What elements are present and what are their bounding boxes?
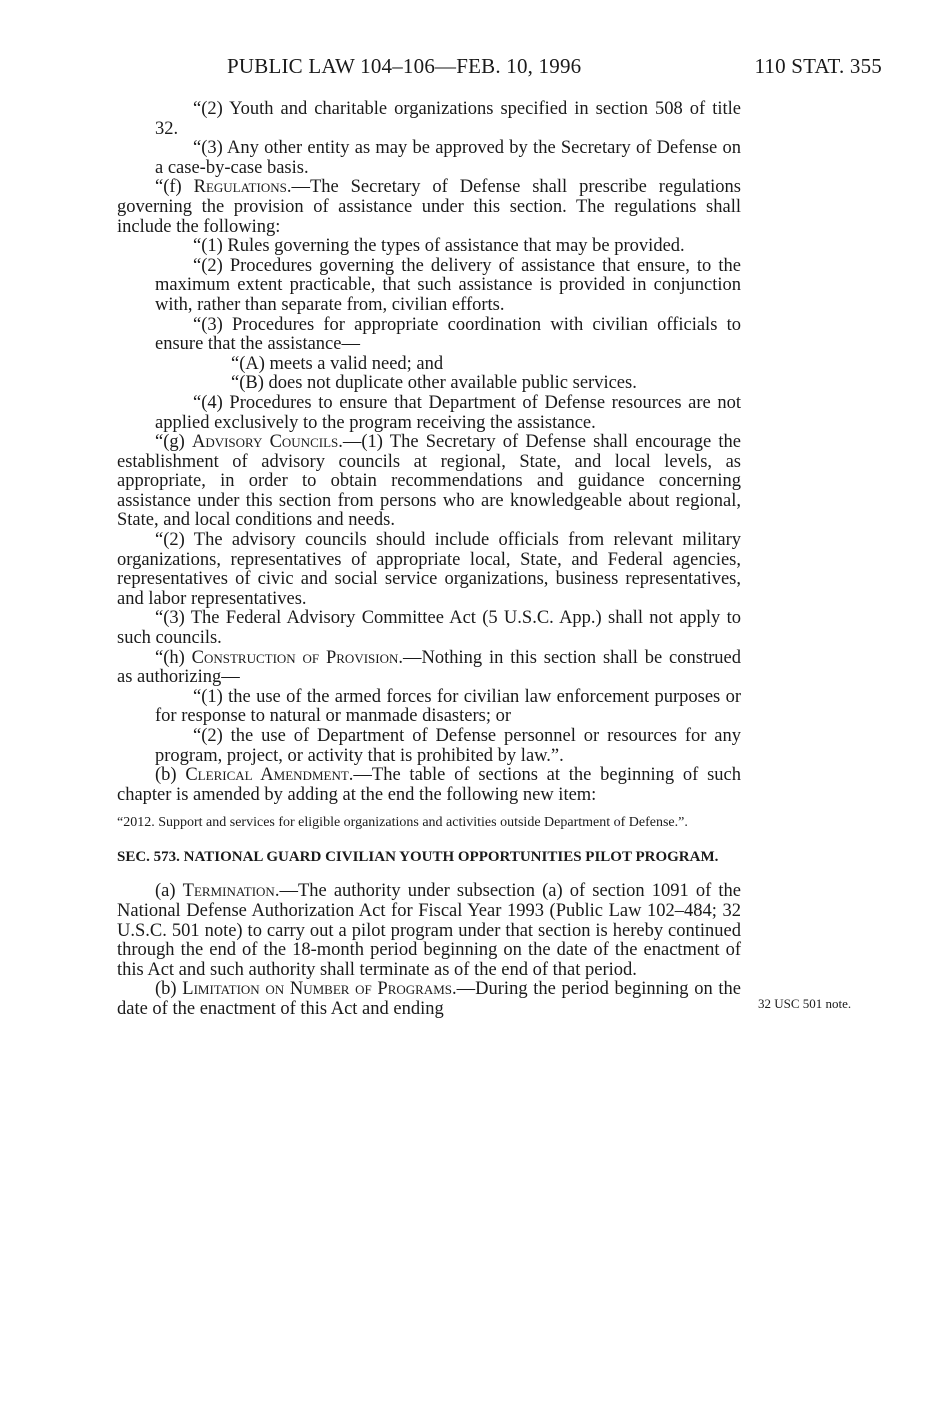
paragraph: “(2) The advisory councils should include officials from relevant military organizations, representatives of appropriate local, State, and Federal agencies, representatives of civic and social service organizations, business representatives, and labor representatives. <box>117 530 741 609</box>
body-text <box>117 100 741 1020</box>
subsection-text: —(1) The Secretary of Defense shall encourage the establishment of advisory councils at regional, State, and local levels, as appropriate, in order to obtain recommendations and guidance concerning assistance under this section from persons who are knowledgeable about regional, State, and local conditions and needs. <box>117 432 741 531</box>
subsection-heading: Regulations. <box>193 177 292 198</box>
paragraph: “(3) The Federal Advisory Committee Act (5 U.S.C. App.) shall not apply to such councils. <box>117 608 741 649</box>
paragraph: “(2) Youth and charitable organizations specified in section 508 of title 32. <box>155 99 741 139</box>
subsection-text: —The Secretary of Defense shall prescribe regulations governing the provision of assistance under this section. The regulations shall include the following: <box>117 177 741 237</box>
subsection-heading: Clerical Amendment. <box>185 765 354 786</box>
paragraph: “(4) Procedures to ensure that Department of Defense resources are not applied exclusively to the program receiving the assistance. <box>155 392 741 433</box>
subsection-text: —During the period beginning on the date of the enactment of this Act and ending <box>117 979 741 1019</box>
subsection-text: —The table of sections at the beginning of such chapter is amended by adding at the end the following new item: <box>117 765 741 805</box>
paragraph: “(A) meets a valid need; and <box>231 353 444 374</box>
subsection-h <box>117 649 741 688</box>
subsection-lead: (b) <box>155 765 186 786</box>
subsection-lead: “(g) <box>155 432 192 453</box>
subsection-lead: (b) <box>155 979 183 1000</box>
subsection-a-termination <box>117 882 741 980</box>
page-header <box>227 54 882 82</box>
subsection-lead: (a) <box>155 881 183 902</box>
paragraph: “(B) does not duplicate other available public services. <box>231 373 637 394</box>
paragraph: “(1) the use of the armed forces for civilian law enforcement purposes or for response to natural or manmade disasters; or <box>155 686 741 727</box>
subsection-heading: Advisory Councils. <box>191 432 343 453</box>
subsection-b-clerical <box>117 766 741 805</box>
paragraph: “(2) the use of Department of Defense personnel or resources for any program, project, or activity that is prohibited by law.”. <box>155 726 741 766</box>
margin-note: 32 USC 501 note. <box>758 996 852 1011</box>
subsection-text: —Nothing in this section shall be construed as authorizing— <box>117 647 741 688</box>
paragraph: “(3) Any other entity as may be approved by the Secretary of Defense on a case-by-case basis. <box>155 138 741 178</box>
subsection-heading: Construction of Provision. <box>191 647 403 668</box>
header-stat-page: 110 STAT. 355 <box>754 54 882 78</box>
subsection-heading: Limitation on Number of Programs. <box>182 979 457 1000</box>
subsection-lead: “(f) <box>155 177 194 198</box>
subsection-text: —The authority under subsection (a) of section 1091 of the National Defense Authorization Act for Fiscal Year 1993 (Public Law 102–484; 32 U.S.C. 501 note) to carry out a pilot program under that section is hereby continued through the end of the 18-month period beginning on the date of the enactment of this Act and such authority shall terminate as of the end of that period. <box>117 881 741 980</box>
paragraph: “(2) Procedures governing the delivery of assistance that ensure, to the maximum extent practicable, that such assistance is provided in conjunction with, rather than separate from, civilian efforts. <box>155 255 741 315</box>
subsection-g <box>117 433 741 531</box>
section-heading: SEC. 573. NATIONAL GUARD CIVILIAN YOUTH OPPORTUNITIES PILOT PROGRAM. <box>117 849 719 866</box>
subsection-lead: “(h) <box>155 647 192 668</box>
subsection-f <box>117 178 741 237</box>
subsection-b-limitation <box>117 980 741 1019</box>
table-of-sections-item: “2012. Support and services for eligible organizations and activities outside Department of Defense.”. <box>117 815 688 831</box>
paragraph: “(3) Procedures for appropriate coordination with civilian officials to ensure that the assistance— <box>155 314 741 355</box>
subsection-heading: Termination. <box>182 881 280 902</box>
header-title: PUBLIC LAW 104–106—FEB. 10, 1996 <box>227 54 582 78</box>
paragraph: “(1) Rules governing the types of assistance that may be provided. <box>193 236 685 257</box>
